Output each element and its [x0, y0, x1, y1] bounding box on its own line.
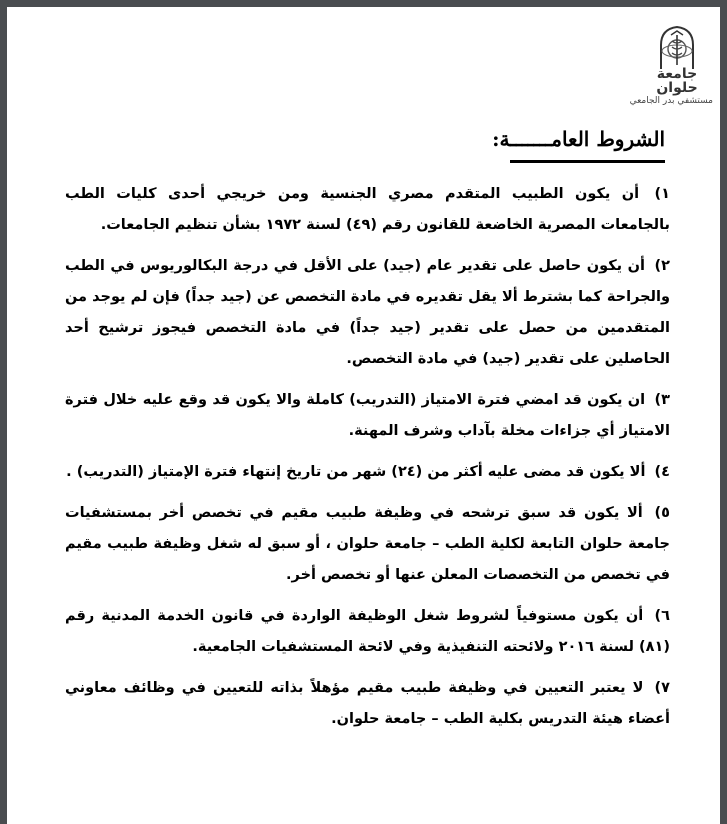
condition-number: ٦) [654, 608, 670, 624]
condition-text: أن يكون حاصل على تقدير عام (جيد) على الأقل في درجة البكالوريوس في الطب والجراحة كما بشترط ألا يقل تقديره في مادة التخصص عن (جيد جداً) فإن لم يوجد من المتقدمين من حصل على تقدير (جيد جداً) في مادة التخصص فيجوز ترشيح أحد الحاصلين على تقدير (جيد) في مادة التخصص. [65, 258, 670, 367]
logo-university-name: جامعة حلوان [656, 66, 698, 96]
condition-number: ١) [654, 186, 670, 202]
logo-hospital-name: مستشفي بدر الجامعي [629, 96, 713, 106]
university-logo [629, 25, 713, 107]
condition-item [65, 673, 670, 735]
condition-text: أن يكون مستوفياً لشروط شغل الوظيفة الواردة في قانون الخدمة المدنية رقم (٨١) لسنة ٢٠١٦ ولائحته التنفيذية وفي لائحة المستشفيات الجامعية. [65, 608, 670, 655]
condition-text: أن يكون الطبيب المتقدم مصري الجنسية ومن خريجي أحدى كليات الطب بالجامعات المصرية الخاضعة للقانون رقم (٤٩) لسنة ١٩٧٢ بشأن تنظيم الجامعات. [65, 186, 670, 233]
condition-text: ان يكون قد امضي فترة الامتياز (التدريب) كاملة والا يكون قد وقع عليه خلال فترة الامتياز أي جزاءات مخلة بآداب وشرف المهنة. [65, 392, 670, 439]
condition-item [65, 498, 670, 591]
emblem-icon [655, 25, 699, 69]
condition-item [65, 457, 670, 488]
condition-item [65, 251, 670, 375]
condition-number: ٤) [654, 464, 670, 480]
condition-text: ألا يكون قد مضى عليه أكثر من (٢٤) شهر من تاريخ إنتهاء فترة الإمتياز (التدريب) . [66, 464, 646, 480]
condition-item [65, 179, 670, 241]
heading-underline [510, 160, 665, 163]
condition-number: ٧) [654, 680, 670, 696]
conditions-list [65, 179, 670, 745]
condition-text: ألا يكون قد سبق ترشحه في وظيفة طبيب مقيم في تخصص أخر بمستشفيات جامعة حلوان التابعة لكلية الطب – جامعة حلوان ، أو سبق له شغل وظيفة طبيب مقيم في تخصص من التخصصات المعلن عنها أو تخصص أخر. [65, 505, 670, 583]
section-heading: الشروط العامـــــــة: [492, 127, 665, 151]
condition-number: ٥) [654, 505, 670, 521]
condition-item [65, 385, 670, 447]
document-page [7, 7, 720, 824]
condition-item [65, 601, 670, 663]
condition-number: ٢) [654, 258, 670, 274]
condition-number: ٣) [654, 392, 670, 408]
condition-text: لا يعتبر التعيين في وظيفة طبيب مقيم مؤهلاً بذاته للتعيين في وظائف معاوني أعضاء هيئة التدريس بكلية الطب – جامعة حلوان. [65, 680, 670, 727]
